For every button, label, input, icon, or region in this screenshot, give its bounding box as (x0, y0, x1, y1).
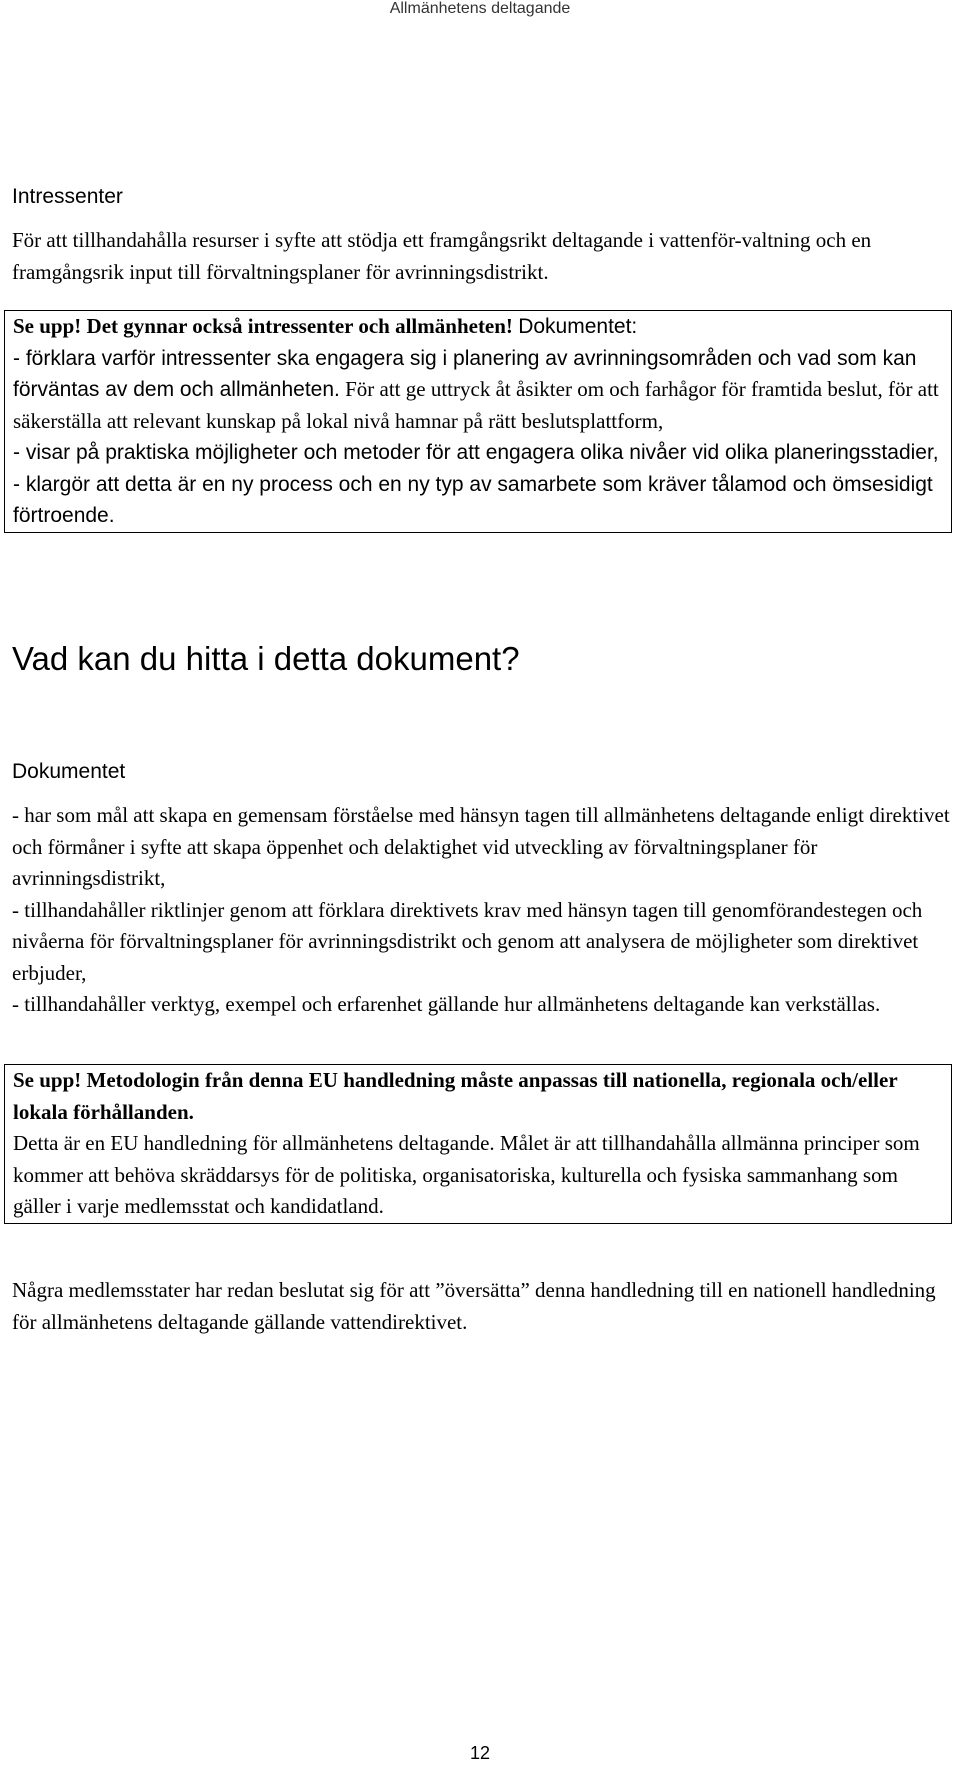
running-header: Allmänhetens deltagande (389, 0, 571, 17)
page-number: 12 (469, 1743, 491, 1763)
notice-bold-lead: Se upp! Det gynnar också intressenter och allmänheten! (13, 314, 513, 338)
notice-box-content (13, 311, 943, 437)
list-item: - tillhandahåller verktyg, exempel och erfarenhet gällande hur allmänhetens deltagande kan verkställas. (12, 992, 881, 1016)
notice-box-stakeholders (4, 310, 952, 533)
list-item: - tillhandahåller riktlinjer genom att förklara direktivets krav med hänsyn tagen till genomförandestegen och nivåerna för förvaltningsplaner för avrinningsdistrikt och genom att analysera de möjligheter som direktivet erbjuder, (12, 897, 923, 985)
methodology-warning: Se upp! Metodologin från denna EU handledning måste anpassas till nationella, regionala och/eller lokala förhållanden. (13, 1068, 898, 1124)
document-goals-list (12, 800, 952, 1021)
notice-label: Dokumentet: (518, 315, 638, 338)
notice-item-3: - klargör att detta är en ny process och en ny typ av samarbete som kräver tålamod och ömsesidigt förtroende. (13, 472, 933, 527)
intro-paragraph: För att tillhandahålla resurser i syfte att stödja ett framgångsrikt deltagande i vattenför-valtning och en framgångsrik input till förvaltningsplaner för avrinningsdistrikt. (12, 228, 872, 284)
closing-paragraph: Några medlemsstater har redan beslutat sig för att ”översätta” denna handledning till en nationell handledning för allmänhetens deltagande gällande vattendirektivet. (12, 1278, 936, 1334)
section-subheading-dokumentet: Dokumentet (12, 760, 126, 783)
page-title: Vad kan du hitta i detta dokument? (12, 640, 520, 677)
methodology-text: Detta är en EU handledning för allmänhetens deltagande. Målet är att tillhandahålla allmänna principer som kommer att behöva skräddarsys för de politiska, organisatoriska, kulturella och fysiska sammanhang som gäller i varje medlemsstat och kandidatland. (13, 1131, 920, 1218)
notice-item-1b: För att ge uttryck åt åsikter om och farhågor för framtida beslut, för att säkerställa att relevant kunskap på lokal nivå hamnar på rätt beslutsplattform, (13, 377, 939, 433)
notice-item-2: - visar på praktiska möjligheter och metoder för att engagera olika nivåer vid olika planeringsstadier, (13, 441, 939, 464)
list-item: - har som mål att skapa en gemensam förståelse med hänsyn tagen till allmänhetens deltagande enligt direktivet och förmåner i syfte att skapa öppenhet och delaktighet vid utveckling av förvaltningsplaner för avrinningsdistrikt, (12, 803, 950, 890)
section-heading-intressenter: Intressenter (12, 185, 123, 208)
notice-item-1a: - förklara varför intressenter ska engagera sig i planering av avrinningsområden och vad som kan förväntas av dem och allmänheten. (13, 346, 917, 401)
notice-box-methodology (4, 1064, 952, 1224)
